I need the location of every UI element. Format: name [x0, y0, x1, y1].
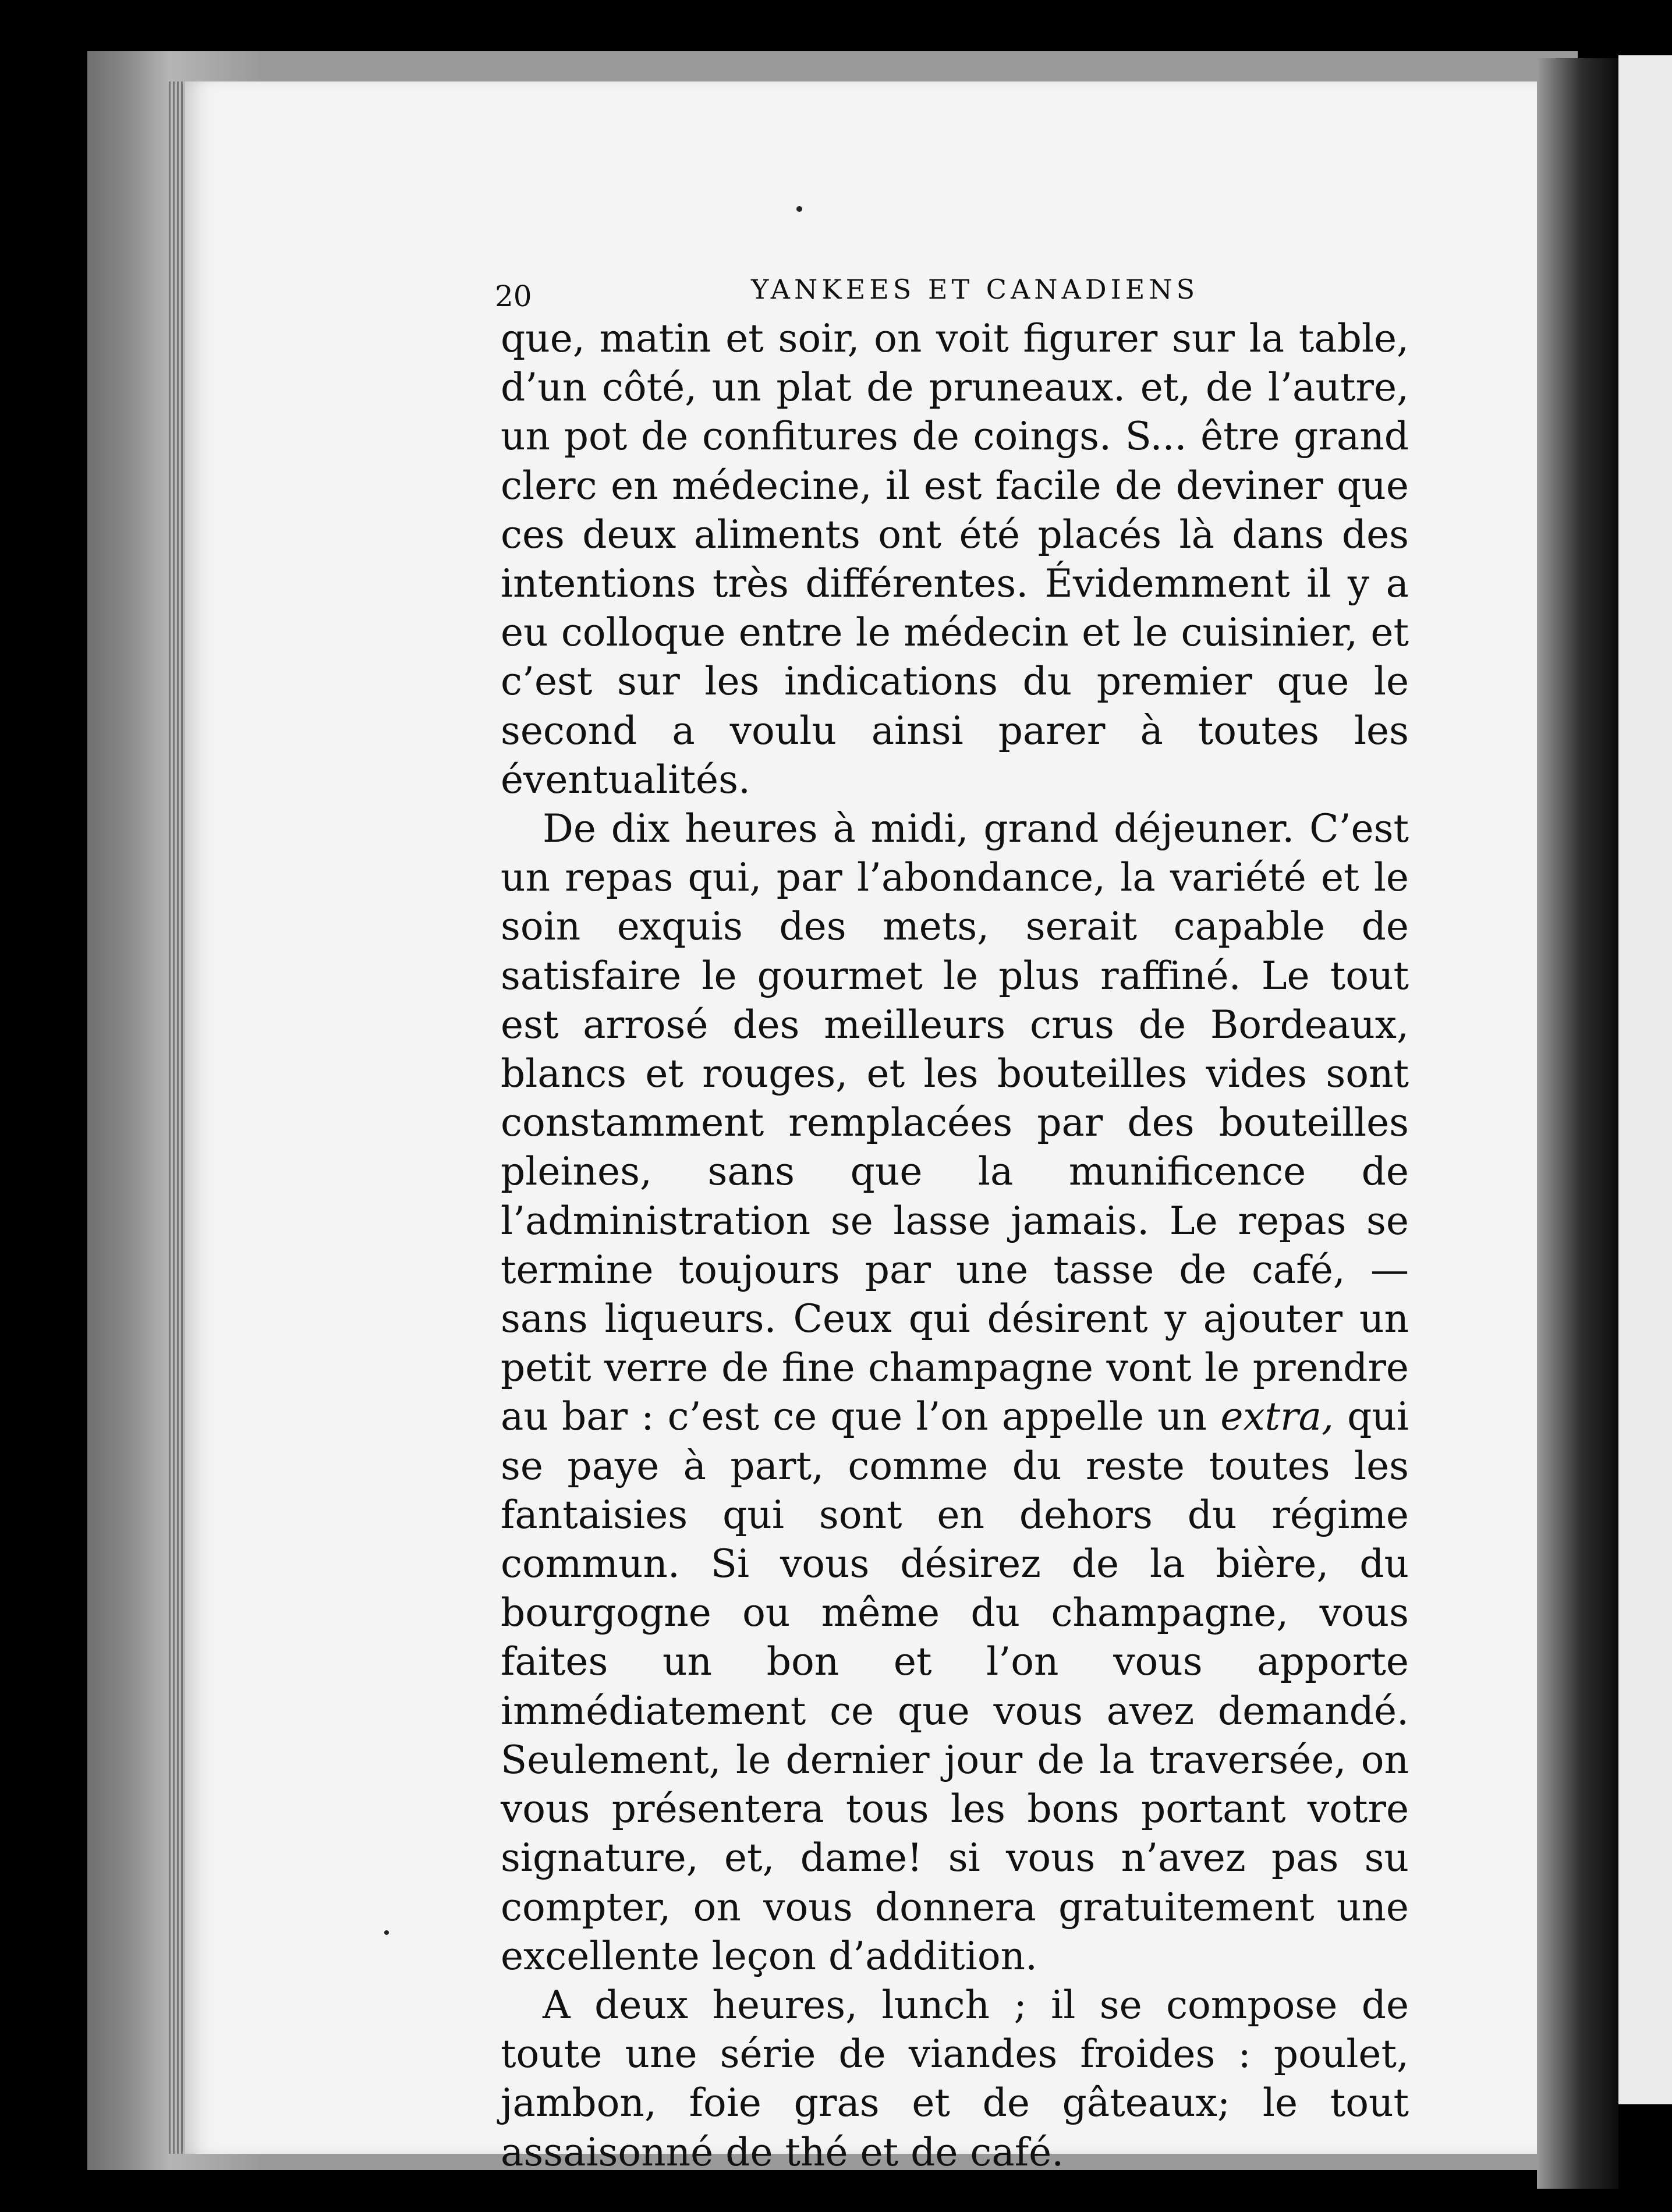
italic-term: extra,	[1220, 1394, 1334, 1440]
scan-speck	[796, 206, 802, 212]
facing-page-edge	[1618, 55, 1672, 2104]
running-header	[495, 274, 1426, 320]
book-gutter	[1537, 58, 1618, 2189]
body-text	[501, 314, 1409, 2177]
running-title: YANKEES ET CANADIENS	[751, 274, 1199, 305]
paragraph-text: que, matin et soir, on voit figurer sur la table, d’un côté, un plat de pruneaux. et, de l’autre, un pot de confitures de coings. S... être grand clerc en médecine, il est facile de deviner que ces deux aliments ont été placés là dans des intentions très différentes. Évidemment il y a eu colloque entre le médecin et le cuisinier, et c’est sur les indications du premier que le second a voulu ainsi parer à toutes les éventualités.	[501, 316, 1409, 802]
paragraph-text: qui se paye à part, comme du reste toutes les fantaisies qui sont en dehors du régime commun. Si vous désirez de la bière, du bourgogne ou même du champagne, vous faites un bon et l’on vous apporte immédiatement ce que vous avez demandé. Seulement, le dernier jour de la traversée, on vous présentera tous les bons portant votre signature, et, dame! si vous n’avez pas su compter, on vous donnera gratuitement une excellente leçon d’addition.	[501, 1394, 1409, 1979]
paragraph-text: A deux heures, lunch ; il se compose de toute une série de viandes froides : poulet, jambon, foie gras et de gâteaux; le tout assaisonné de thé et de café.	[501, 1982, 1409, 2175]
paragraph	[501, 314, 1409, 804]
page-number: 20	[495, 279, 532, 313]
scan-speck	[384, 1930, 389, 1935]
paragraph	[501, 1981, 1409, 2177]
paragraph	[501, 804, 1409, 1981]
paragraph-text: De dix heures à midi, grand déjeuner. C’est un repas qui, par l’abondance, la variété et le soin exquis des mets, serait capable de satisfaire le gourmet le plus raffiné. Le tout est arrosé des meilleurs crus de Bordeaux, blancs et rouges, et les bouteilles vides sont constamment remplacées par des bouteilles pleines, sans que la munificence de l’administration se lasse jamais. Le repas se termine toujours par une tasse de café, — sans liqueurs. Ceux qui désirent y ajouter un petit verre de fine champagne vont le prendre au bar : c’est ce que l’on appelle un	[501, 806, 1409, 1440]
